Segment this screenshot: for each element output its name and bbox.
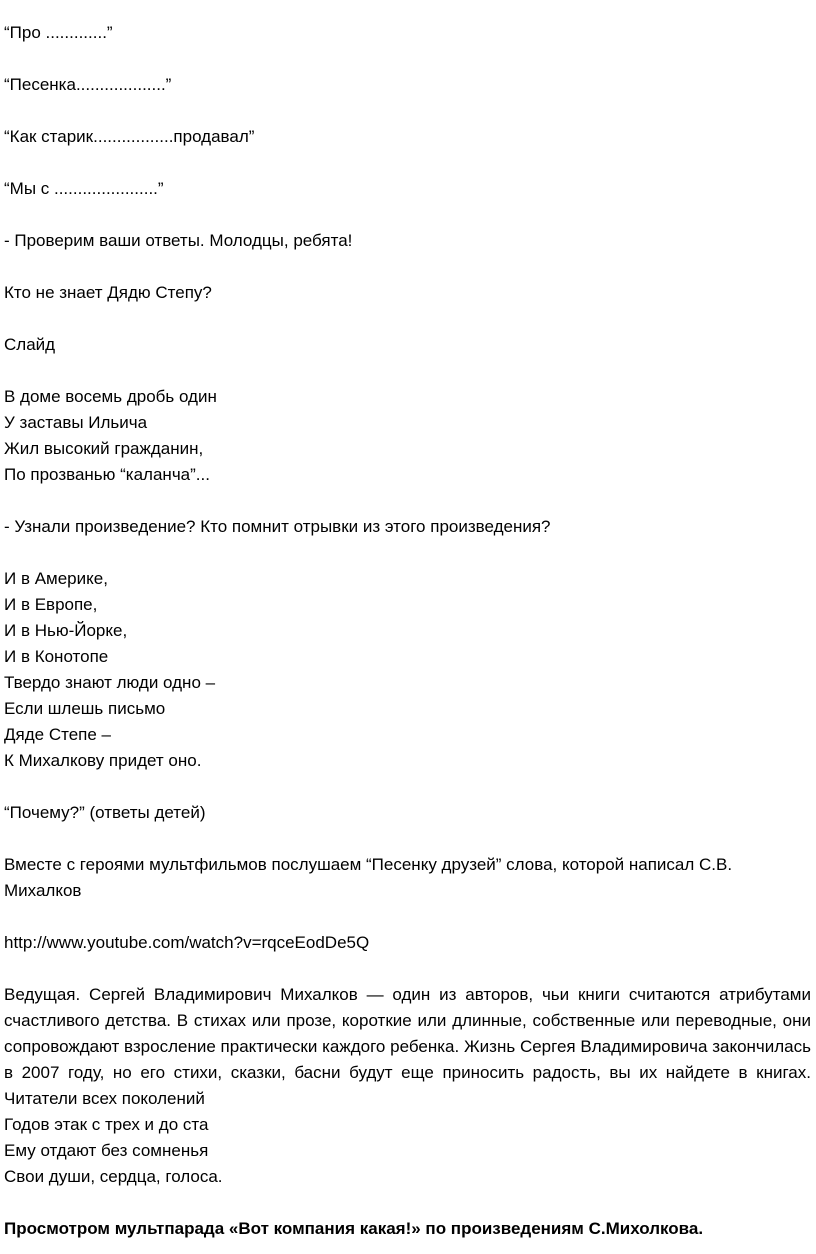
fill-blank-line-3: “Как старик.................продавал”	[4, 127, 255, 146]
fill-blank-line-2: “Песенка...................”	[4, 75, 172, 94]
poem-line: К Михалкову придет оно.	[4, 751, 202, 770]
why-question-line: “Почему?” (ответы детей)	[4, 803, 206, 822]
poem-line: У заставы Ильича	[4, 413, 148, 432]
check-answers-line: - Проверим ваши ответы. Молодцы, ребята!	[4, 231, 353, 250]
fill-blank-line-1: “Про .............”	[4, 23, 113, 42]
poem-line: По прозванью “каланча”...	[4, 465, 210, 484]
poem-uncle-styopa	[4, 384, 811, 488]
slide-marker: Слайд	[4, 335, 56, 354]
poem-line: Ему отдают без сомненья	[4, 1141, 209, 1160]
poem-line: Свои души, сердца, голоса.	[4, 1167, 223, 1186]
poem-line: Если шлешь письмо	[4, 699, 166, 718]
poem-line: В доме восемь дробь один	[4, 387, 217, 406]
recognize-question-line: - Узнали произведение? Кто помнит отрывки из этого произведения?	[4, 517, 551, 536]
fill-blank-line-4: “Мы с ......................”	[4, 179, 164, 198]
poem-line: И в Европе,	[4, 595, 98, 614]
poem-address	[4, 566, 811, 774]
poem-line: И в Конотопе	[4, 647, 109, 666]
video-url: http://www.youtube.com/watch?v=rqceEodDe5Q	[4, 933, 370, 952]
poem-line: Дяде Степе –	[4, 725, 111, 744]
who-question-line: Кто не знает Дядю Степу?	[4, 283, 212, 302]
song-intro-paragraph: Вместе с героями мультфильмов послушаем “Песенку друзей” слова, которой написал С.В. Михалков	[4, 855, 733, 900]
host-paragraph: Ведущая. Сергей Владимирович Михалков — один из авторов, чьи книги считаются атрибутами счастливого детства. В стихах или прозе, короткие или длинные, собственные или переводные, они сопровождают взросление практически каждого ребенка. Жизнь Сергея Владимировича закончилась в 2007 году, но его стихи, сказки, басни будут еще приносить радость, вы их найдете в книгах. Читатели всех поколений	[4, 985, 811, 1108]
poem-line: Годов этак с трех и до ста	[4, 1115, 209, 1134]
closing-line: Просмотром мультпарада «Вот компания какая!» по произведениям С.Михолкова.	[4, 1219, 704, 1238]
poem-line: И в Америке,	[4, 569, 108, 588]
host-block	[4, 982, 811, 1190]
poem-line: Жил высокий гражданин,	[4, 439, 204, 458]
poem-line: Твердо знают люди одно –	[4, 673, 216, 692]
poem-line: И в Нью-Йорке,	[4, 621, 128, 640]
